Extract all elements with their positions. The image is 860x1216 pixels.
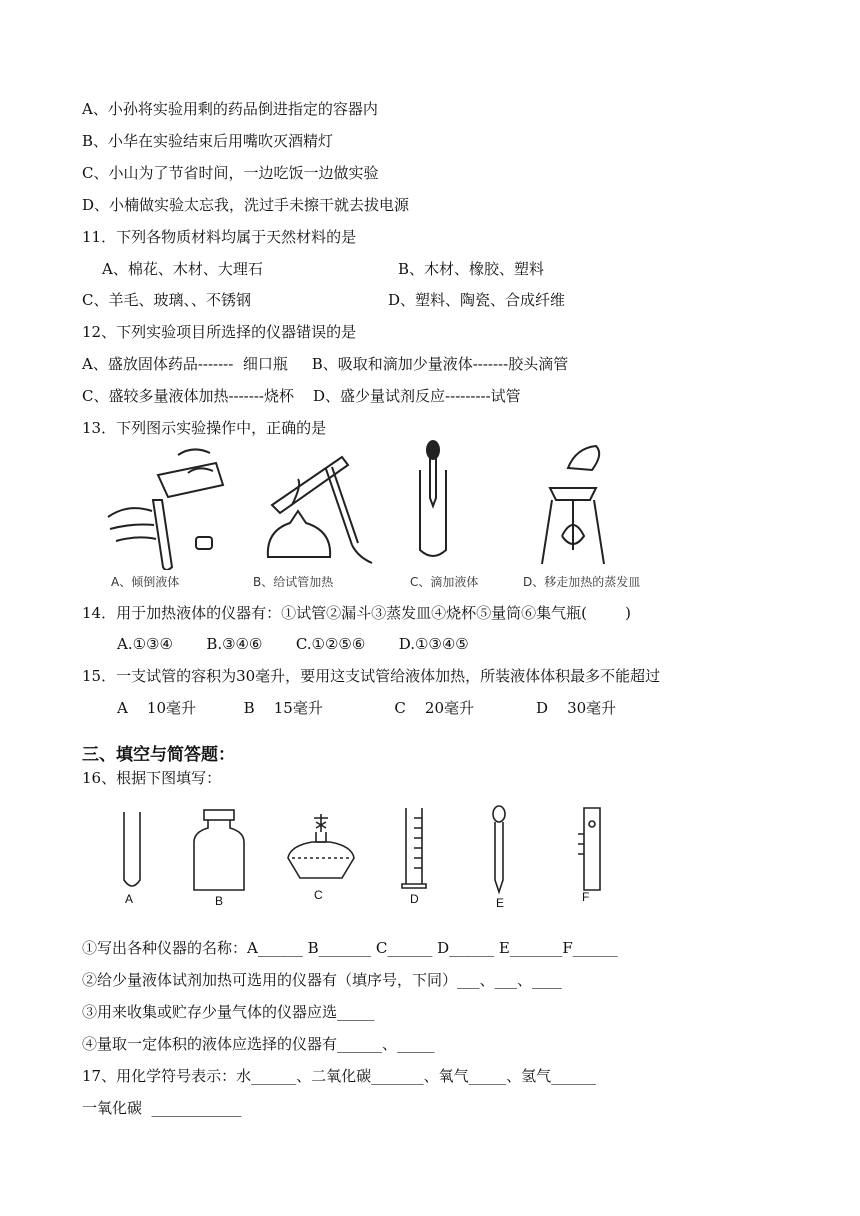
q12-options-cd: C、盛较多量液体加热-------烧杯 D、盛少量试剂反应---------试管: [82, 387, 521, 405]
gas-bottle-icon: [188, 808, 250, 896]
q14-stem: 14．用于加热液体的仪器有：①试管②漏斗③蒸发皿④烧杯⑤量筒⑥集气瓶( ): [82, 604, 631, 622]
q15-options: A 10毫升 B 15毫升 C 20毫升 D 30毫升: [117, 699, 617, 717]
removing-dish-figure: [528, 440, 613, 570]
instrument-label-f: F: [582, 890, 590, 904]
dropper-icon: [488, 804, 510, 896]
q12-stem: 12、下列实验项目所选择的仪器错误的是: [82, 323, 357, 341]
q17-line-1: 17、用化学符号表示：水______、二氧化碳_______、氧气_____、氢气______: [82, 1067, 597, 1085]
q16-subquestion-1: ①写出各种仪器的名称：A______ B_______ C______ D______ E_______F______: [82, 939, 618, 957]
section-title: 三、填空与简答题：: [82, 745, 235, 765]
instrument-label-c: C: [314, 888, 323, 902]
q10-option-b: B、小华在实验结束后用嘴吹灭酒精灯: [82, 132, 334, 150]
instrument-label-d: D: [410, 892, 419, 906]
pouring-liquid-figure: [98, 445, 233, 570]
q16-subquestion-3: ③用来收集或贮存少量气体的仪器应选_____: [82, 1003, 375, 1021]
heating-test-tube-figure: [262, 445, 382, 570]
figure-caption-c: C、滴加液体: [410, 575, 479, 589]
q14-options: A.①③④ B.③④⑥ C.①②⑤⑥ D.①③④⑤: [117, 635, 469, 653]
instrument-label-a: A: [125, 892, 134, 906]
q11-stem: 11．下列各物质材料均属于天然材料的是: [82, 228, 357, 246]
q16-stem: 16、根据下图填写：: [82, 769, 222, 787]
buret-icon: [574, 804, 608, 896]
q11-option-a: A、棉花、木材、大理石: [102, 260, 263, 278]
q13-stem: 13．下列图示实验操作中，正确的是: [82, 419, 327, 437]
dropping-liquid-figure: [408, 438, 458, 570]
figure-caption-d: D、移走加热的蒸发皿: [523, 575, 641, 589]
alcohol-lamp-icon: [282, 812, 360, 884]
q15-stem: 15．一支试管的容积为30毫升，要用这支试管给液体加热，所装液体体积最多不能超过: [82, 667, 661, 685]
graduated-cylinder-icon: [400, 804, 430, 894]
q17-line-2: 一氧化碳 ____________: [82, 1099, 242, 1117]
q12-options-ab: A、盛放固体药品------- 细口瓶 B、吸取和滴加少量液体-------胶头滴管: [82, 355, 569, 373]
instrument-label-e: E: [496, 896, 505, 910]
q10-option-c: C、小山为了节省时间，一边吃饭一边做实验: [82, 164, 379, 182]
q11-option-b: B、木材、橡胶、塑料: [398, 260, 545, 278]
figure-caption-a: A、倾倒液体: [111, 575, 180, 589]
q11-option-d: D、塑料、陶瓷、合成纤维: [388, 291, 566, 309]
q16-subquestion-4: ④量取一定体积的液体应选择的仪器有______、_____: [82, 1035, 435, 1053]
test-tube-icon: [118, 808, 146, 893]
q16-subquestion-2: ②给少量液体试剂加热可选用的仪器有（填序号，下同）___、___、____: [82, 971, 563, 989]
figure-caption-b: B、给试管加热: [253, 575, 334, 589]
q11-option-c: C、羊毛、玻璃、、不锈钢: [82, 291, 251, 309]
instrument-label-b: B: [215, 894, 224, 908]
q10-option-d: D、小楠做实验太忘我，洗过手未擦干就去拔电源: [82, 196, 410, 214]
q10-option-a: A、小孙将实验用剩的药品倒进指定的容器内: [82, 100, 378, 118]
